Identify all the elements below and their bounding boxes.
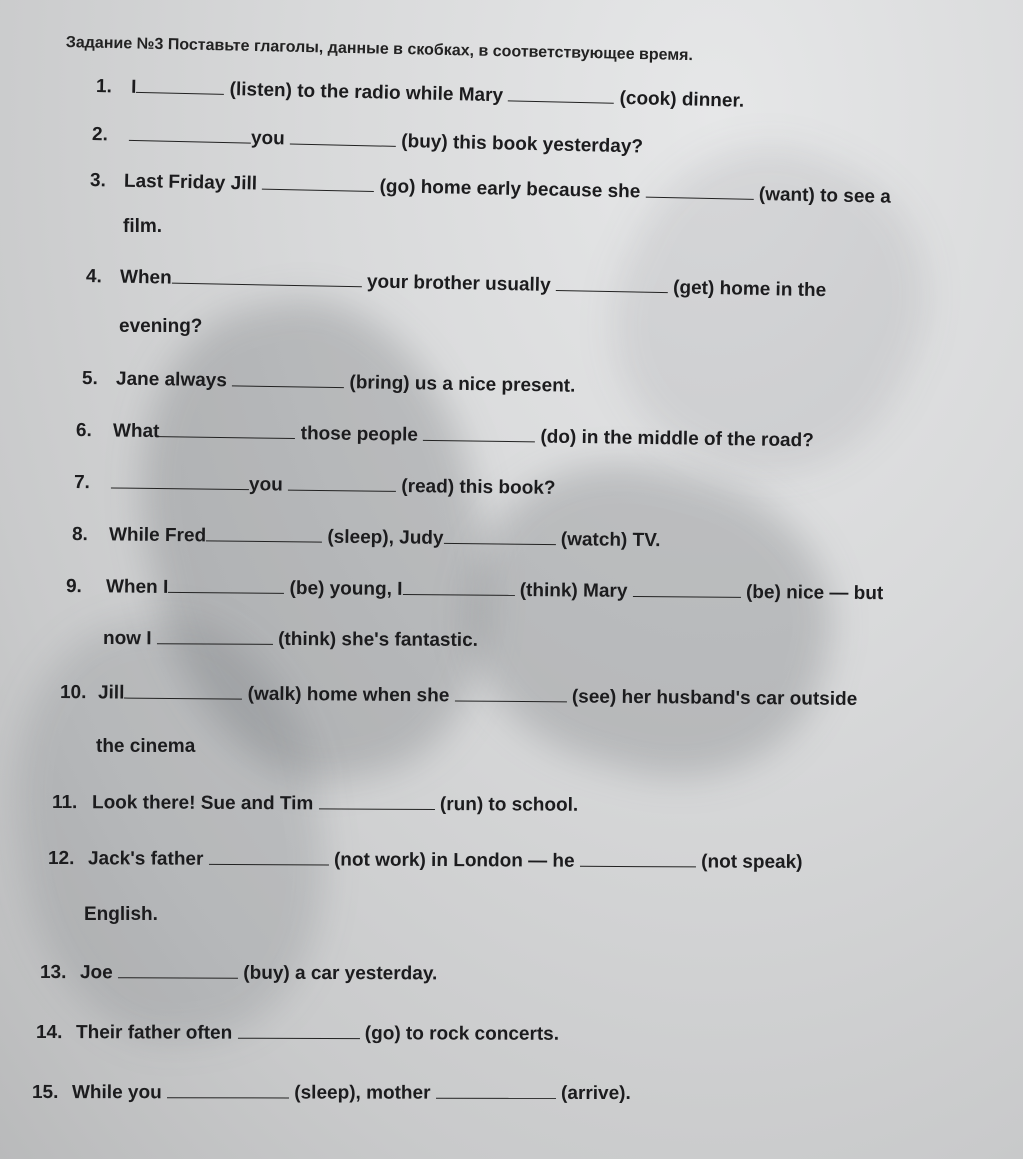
item-number: 9. [65, 576, 82, 598]
answer-blank[interactable] [436, 1084, 556, 1099]
answer-blank[interactable] [232, 371, 344, 388]
answer-blank[interactable] [237, 1024, 359, 1039]
item-text: (sleep), Judy [327, 526, 444, 549]
item-text: (go) to rock concerts. [364, 1023, 560, 1045]
answer-blank[interactable] [157, 629, 273, 645]
item-text: you [248, 474, 283, 496]
item-text: Joe [79, 962, 113, 984]
item-text: While you [71, 1082, 162, 1104]
exercise-item [90, 170, 891, 209]
exercise-item [72, 524, 661, 552]
item-number: 5. [81, 368, 99, 390]
answer-blank[interactable] [206, 526, 322, 542]
answer-blank[interactable] [319, 794, 435, 810]
item-text: (buy) this book yesterday? [401, 131, 644, 158]
item-number: 14. [35, 1022, 63, 1044]
item-text: (walk) home when she [247, 683, 450, 707]
item-number: 2. [91, 124, 109, 146]
exercise-item [60, 682, 857, 711]
answer-blank[interactable] [645, 183, 753, 200]
answer-blank[interactable] [443, 529, 555, 545]
task-title: Задание №3 Поставьте глаголы, данные в скобках, в соответствующее время. [65, 34, 694, 65]
exercise-item [82, 368, 576, 398]
item-text: (sleep), mother [294, 1082, 431, 1104]
item-text: Jane always [115, 368, 228, 392]
item-text: (run) to school. [439, 794, 579, 816]
answer-blank[interactable] [455, 686, 567, 702]
item-text: (see) her husband's car outside [571, 686, 858, 710]
item-text: (go) home early because she [379, 176, 641, 203]
answer-blank[interactable] [209, 850, 329, 866]
item-number: 6. [75, 420, 93, 442]
item-number: 4. [85, 266, 103, 288]
exercise-item [86, 266, 827, 302]
exercise-item [36, 1022, 559, 1046]
item-text: your brother usually [366, 271, 551, 296]
item-text: (do) in the middle of the road? [540, 426, 814, 452]
exercise-item [32, 1082, 631, 1105]
exercise-item [76, 420, 814, 452]
exercise-item [92, 124, 643, 158]
item-number: 10. [59, 682, 87, 704]
answer-blank[interactable] [580, 852, 696, 868]
answer-blank[interactable] [508, 86, 614, 103]
item-text: Look there! Sue and Tim [91, 792, 314, 815]
item-number: 1. [95, 76, 113, 98]
item-number: 15. [31, 1082, 59, 1104]
item-continuation: English. [84, 904, 158, 925]
item-text: (think) Mary [519, 579, 628, 602]
answer-blank[interactable] [402, 580, 514, 596]
item-text: (listen) to the radio while Mary [229, 79, 504, 107]
item-text: (think) she's fantastic. [278, 628, 479, 651]
item-continuation: evening? [119, 316, 203, 337]
item-continuation: the cinema [96, 736, 196, 757]
item-continuation [103, 628, 478, 652]
item-text: What [112, 420, 160, 443]
answer-blank[interactable] [159, 422, 295, 439]
item-text: (want) to see a [758, 184, 892, 208]
item-number: 11. [51, 792, 78, 814]
exercise-item [74, 472, 556, 500]
answer-blank[interactable] [111, 473, 249, 490]
item-text: now I [102, 628, 152, 650]
answer-blank[interactable] [423, 426, 535, 443]
item-number: 3. [89, 170, 107, 192]
answer-blank[interactable] [556, 276, 668, 293]
answer-blank[interactable] [168, 578, 284, 594]
answer-blank[interactable] [136, 78, 224, 95]
item-number: 12. [47, 848, 75, 870]
item-text: (be) young, I [289, 577, 403, 600]
item-text: Last Friday Jill [123, 170, 258, 195]
exercise-item [48, 848, 803, 874]
item-text: I [130, 76, 137, 98]
answer-blank[interactable] [124, 684, 242, 700]
item-text: (get) home in the [672, 277, 827, 302]
item-text: Jack's father [87, 848, 204, 870]
item-text: (cook) dinner. [619, 87, 745, 112]
answer-blank[interactable] [129, 126, 251, 144]
exercise-item [96, 76, 745, 113]
item-text: (not work) in London — he [333, 849, 575, 872]
item-text: (be) nice — but [745, 581, 884, 605]
answer-blank[interactable] [118, 963, 238, 978]
answer-blank[interactable] [262, 175, 374, 192]
item-text: Their father often [75, 1022, 233, 1044]
exercise-item [66, 576, 883, 605]
item-continuation: film. [123, 216, 163, 237]
item-text: Jill [97, 682, 125, 704]
answer-blank[interactable] [290, 129, 396, 146]
item-text: you [250, 127, 285, 150]
item-text: When I [105, 576, 169, 598]
item-text: When [119, 266, 172, 289]
answer-blank[interactable] [633, 582, 741, 598]
item-text: (read) this book? [401, 475, 556, 499]
item-text: (bring) us a nice present. [349, 372, 576, 397]
item-number: 8. [71, 524, 88, 546]
answer-blank[interactable] [167, 1083, 289, 1098]
item-text: (buy) a car yesterday. [243, 962, 438, 985]
exercise-item [40, 962, 437, 985]
exercise-item [52, 792, 578, 817]
answer-blank[interactable] [172, 269, 362, 288]
item-number: 13. [39, 962, 67, 984]
answer-blank[interactable] [288, 476, 396, 492]
item-text: (not speak) [701, 851, 803, 873]
item-text: While Fred [108, 524, 207, 547]
item-text: (arrive). [561, 1082, 631, 1105]
item-text: those people [300, 423, 419, 446]
item-number: 7. [73, 472, 90, 494]
item-text: (watch) TV. [560, 529, 661, 552]
